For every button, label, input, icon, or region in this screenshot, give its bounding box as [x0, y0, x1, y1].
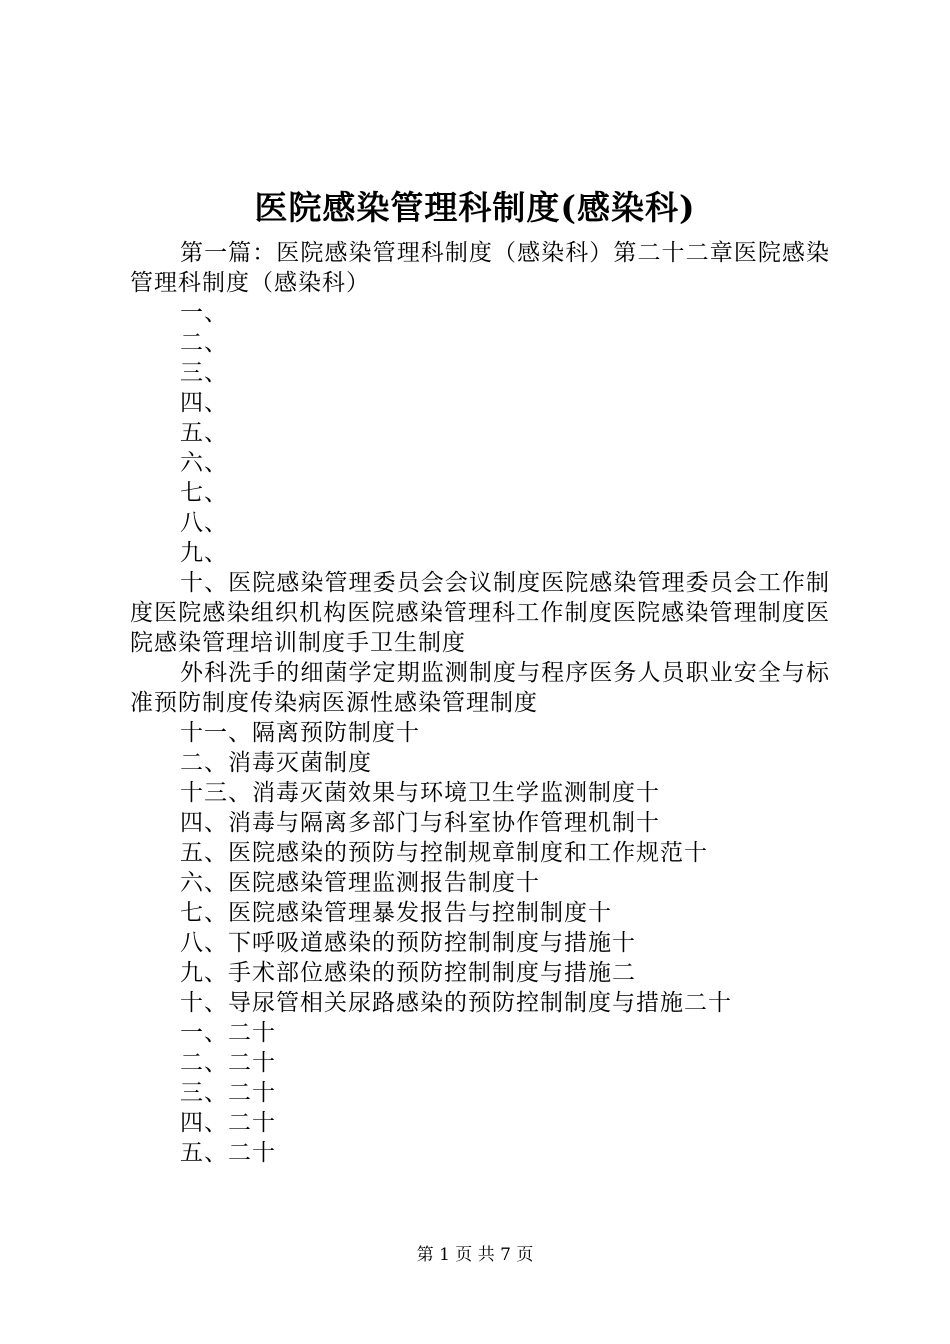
list-item: 七、医院感染管理暴发报告与控制制度十: [180, 900, 612, 926]
list-item: 二、二十: [180, 1050, 276, 1076]
list-item: 五、二十: [180, 1140, 276, 1166]
page-number-footer: 第 1 页 共 7 页: [416, 1245, 534, 1265]
list-item: 九、手术部位感染的预防控制制度与措施二: [180, 960, 636, 986]
list-item: 六、: [180, 450, 228, 476]
list-item: 八、下呼吸道感染的预防控制制度与措施十: [180, 930, 636, 956]
paragraph-item-ten: 十、医院感染管理委员会会议制度医院感染管理委员会工作制度医院感染组织机构医院感染管理科工作制度医院感染管理制度医院感染管理培训制度手卫生制度: [130, 570, 830, 656]
list-item: 五、: [180, 420, 228, 446]
list-item: 四、二十: [180, 1110, 276, 1136]
list-item: 二、: [180, 330, 228, 356]
list-item: 三、二十: [180, 1080, 276, 1106]
list-item: 四、消毒与隔离多部门与科室协作管理机制十: [180, 810, 660, 836]
list-item: 四、: [180, 390, 228, 416]
document-body: [130, 238, 830, 1168]
list-item: 三、: [180, 360, 228, 386]
list-item: 九、: [180, 540, 228, 566]
paragraph-intro: 第一篇：医院感染管理科制度（感染科）第二十二章医院感染管理科制度（感染科）: [130, 240, 830, 296]
list-item: 七、: [180, 480, 228, 506]
list-item: 十三、消毒灭菌效果与环境卫生学监测制度十: [180, 780, 660, 806]
list-item: 二、消毒灭菌制度: [180, 750, 372, 776]
list-item: 六、医院感染管理监测报告制度十: [180, 870, 540, 896]
list-item: 一、二十: [180, 1020, 276, 1046]
document-title: 医院感染管理科制度(感染科): [254, 188, 696, 227]
list-item: 八、: [180, 510, 228, 536]
list-item: 十、导尿管相关尿路感染的预防控制制度与措施二十: [180, 990, 732, 1016]
list-item: 五、医院感染的预防与控制规章制度和工作规范十: [180, 840, 708, 866]
list-item: 一、: [180, 300, 228, 326]
paragraph-continuation: 外科洗手的细菌学定期监测制度与程序医务人员职业安全与标准预防制度传染病医源性感染管理制度: [130, 660, 830, 716]
list-item: 十一、隔离预防制度十: [180, 720, 420, 746]
